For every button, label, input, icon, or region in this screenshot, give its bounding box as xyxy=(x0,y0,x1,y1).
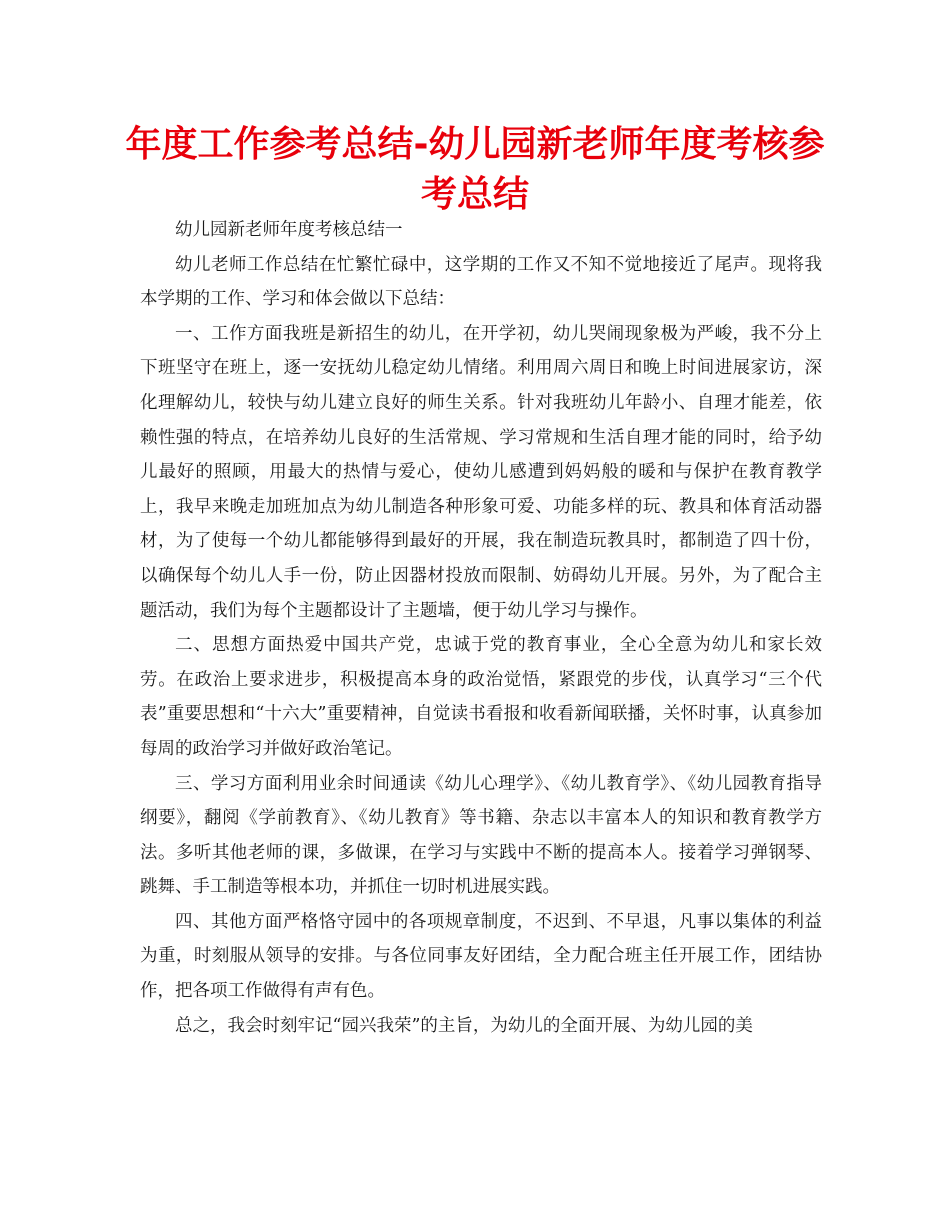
document-title: 年度工作参考总结-幼儿园新老师年度考核参考总结 xyxy=(125,124,825,215)
body-paragraph-subtitle: 幼儿园新老师年度考核总结一 xyxy=(175,220,403,240)
body-paragraph-intro: 幼儿老师工作总结在忙繁忙碌中，这学期的工作又不知不觉地接近了尾声。现将我本学期的工作、学习和体会做以下总结： xyxy=(140,254,822,310)
body-paragraph-work: 一、工作方面我班是新招生的幼儿，在开学初，幼儿哭闹现象极为严峻，我不分上下班坚守在班上，逐一安抚幼儿稳定幼儿情绪。利用周六周日和晚上时间进展家访，深化理解幼儿，较快与幼儿建立良好的师生关系。针对我班幼儿年龄小、自理才能差，依赖性强的特点，在培养幼儿良好的生活常规、学习常规和生活自理才能的同时，给予幼儿最好的照顾，用最大的热情与爱心，使幼儿感遭到妈妈般的暖和与保护在教育教学上，我早来晚走加班加点为幼儿制造各种形象可爱、功能多样的玩、教具和体育活动器材，为了使每一个幼儿都能够得到最好的开展，我在制造玩教具时，都制造了四十份，以确保每个幼儿人手一份，防止因器材投放而限制、妨碍幼儿开展。另外，为了配合主题活动，我们为每个主题都设计了主题墙，便于幼儿学习与操作。 xyxy=(140,323,822,621)
document-body xyxy=(140,213,822,1043)
body-paragraph-other: 四、其他方面严格恪守园中的各项规章制度，不迟到、不早退，凡事以集体的利益为重，时刻服从领导的安排。与各位同事友好团结，全力配合班主任开展工作，团结协作，把各项工作做得有声有色。 xyxy=(140,911,822,1002)
body-paragraph-study: 三、学习方面利用业余时间通读《幼儿心理学》、《幼儿教育学》、《幼儿园教育指导纲要》，翻阅《学前教育》、《幼儿教育》等书籍、杂志以丰富本人的知识和教育教学方法。多听其他老师的课，多做课，在学习与实践中不断的提高本人。接着学习弹钢琴、跳舞、手工制造等根本功，并抓住一切时机进展实践。 xyxy=(140,773,822,898)
body-paragraph-ideology: 二、思想方面热爱中国共产党，忠诚于党的教育事业，全心全意为幼儿和家长效劳。在政治上要求进步，积极提高本身的政治觉悟，紧跟党的步伐，认真学习“三个代表”重要思想和“十六大”重要精神，自觉读书看报和收看新闻联播，关怀时事，认真参加每周的政治学习并做好政治笔记。 xyxy=(140,635,822,759)
body-paragraph-summary: 总之，我会时刻牢记“园兴我荣”的主旨，为幼儿的全面开展、为幼儿园的美 xyxy=(175,1015,753,1036)
